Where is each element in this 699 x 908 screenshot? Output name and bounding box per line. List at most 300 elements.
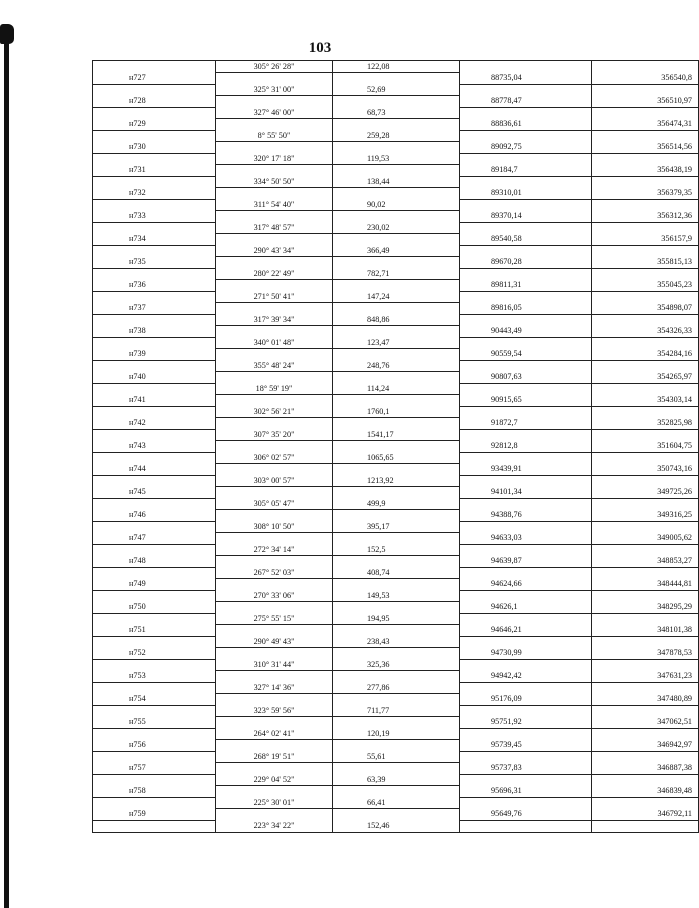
angle-cell: 307° 35' 20": [216, 429, 333, 441]
x-coordinate-cell: [460, 222, 592, 234]
x-coordinate-cell: 92812,8: [460, 441, 592, 453]
point-name-cell: н755: [93, 717, 216, 729]
y-coordinate-cell: 348853,27: [592, 556, 699, 568]
y-coordinate-cell: 356510,97: [592, 96, 699, 108]
y-coordinate-cell: [592, 268, 699, 280]
point-row: [93, 395, 699, 407]
point-row: [93, 602, 699, 614]
angle-cell: [216, 188, 333, 200]
point-row: [93, 142, 699, 154]
x-coordinate-cell: 90559,54: [460, 349, 592, 361]
point-row: [93, 326, 699, 338]
y-coordinate-cell: [592, 199, 699, 211]
distance-cell: 68,73: [333, 107, 460, 119]
distance-cell: 277,86: [333, 682, 460, 694]
point-name-cell: [93, 429, 216, 441]
point-name-cell: [93, 222, 216, 234]
distance-cell: [333, 119, 460, 131]
y-coordinate-cell: 347631,23: [592, 671, 699, 683]
point-name-cell: [93, 291, 216, 303]
y-coordinate-cell: [592, 314, 699, 326]
segment-row: [93, 797, 699, 809]
angle-cell: [216, 625, 333, 637]
point-row: [93, 648, 699, 660]
distance-cell: 123,47: [333, 337, 460, 349]
segment-row: [93, 406, 699, 418]
segment-row: [93, 429, 699, 441]
segment-row: [93, 728, 699, 740]
distance-cell: [333, 395, 460, 407]
point-name-cell: [93, 682, 216, 694]
point-row: [93, 786, 699, 798]
x-coordinate-cell: 95649,76: [460, 809, 592, 821]
y-coordinate-cell: [592, 383, 699, 395]
y-coordinate-cell: 346942,97: [592, 740, 699, 752]
angle-cell: 275° 55' 15": [216, 613, 333, 625]
distance-cell: [333, 326, 460, 338]
y-coordinate-cell: [592, 337, 699, 349]
y-coordinate-cell: 351604,75: [592, 441, 699, 453]
distance-cell: [333, 441, 460, 453]
angle-cell: [216, 809, 333, 821]
x-coordinate-cell: 94624,66: [460, 579, 592, 591]
angle-cell: [216, 234, 333, 246]
point-name-cell: [93, 406, 216, 418]
x-coordinate-cell: [460, 84, 592, 96]
x-coordinate-cell: 89370,14: [460, 211, 592, 223]
angle-cell: [216, 96, 333, 108]
distance-cell: [333, 579, 460, 591]
segment-row: [93, 314, 699, 326]
distance-cell: [333, 602, 460, 614]
point-name-cell: н727: [93, 73, 216, 85]
x-coordinate-cell: 90443,49: [460, 326, 592, 338]
segment-row: [93, 130, 699, 142]
x-coordinate-cell: 94646,21: [460, 625, 592, 637]
y-coordinate-cell: 352825,98: [592, 418, 699, 430]
x-coordinate-cell: [460, 268, 592, 280]
distance-cell: 66,41: [333, 797, 460, 809]
segment-row: [93, 659, 699, 671]
x-coordinate-cell: [460, 153, 592, 165]
coordinates-table: [92, 60, 699, 833]
distance-cell: [333, 211, 460, 223]
distance-cell: [333, 510, 460, 522]
distance-cell: 152,46: [333, 820, 460, 832]
distance-cell: 499,9: [333, 498, 460, 510]
distance-cell: 114,24: [333, 383, 460, 395]
point-row: [93, 763, 699, 775]
y-coordinate-cell: [592, 406, 699, 418]
point-name-cell: [93, 452, 216, 464]
segment-row: [93, 567, 699, 579]
angle-cell: 327° 14' 36": [216, 682, 333, 694]
x-coordinate-cell: [460, 475, 592, 487]
angle-cell: 270° 33' 06": [216, 590, 333, 602]
angle-cell: 223° 34' 22": [216, 820, 333, 832]
segment-row: [93, 383, 699, 395]
y-coordinate-cell: [592, 153, 699, 165]
segment-row: [93, 61, 699, 73]
x-coordinate-cell: 94626,1: [460, 602, 592, 614]
point-name-cell: н743: [93, 441, 216, 453]
x-coordinate-cell: [460, 337, 592, 349]
angle-cell: [216, 165, 333, 177]
point-row: [93, 349, 699, 361]
y-coordinate-cell: 354326,33: [592, 326, 699, 338]
point-row: [93, 257, 699, 269]
x-coordinate-cell: [460, 498, 592, 510]
y-coordinate-cell: [592, 61, 699, 73]
point-row: [93, 234, 699, 246]
x-coordinate-cell: 90915,65: [460, 395, 592, 407]
distance-cell: [333, 188, 460, 200]
segment-row: [93, 268, 699, 280]
y-coordinate-cell: [592, 222, 699, 234]
distance-cell: 259,28: [333, 130, 460, 142]
x-coordinate-cell: 88836,61: [460, 119, 592, 131]
distance-cell: [333, 809, 460, 821]
angle-cell: 302° 56' 21": [216, 406, 333, 418]
distance-cell: 1541,17: [333, 429, 460, 441]
distance-cell: 149,53: [333, 590, 460, 602]
x-coordinate-cell: 95176,09: [460, 694, 592, 706]
x-coordinate-cell: [460, 360, 592, 372]
point-row: [93, 418, 699, 430]
y-coordinate-cell: [592, 360, 699, 372]
distance-cell: 782,71: [333, 268, 460, 280]
point-name-cell: [93, 475, 216, 487]
x-coordinate-cell: [460, 383, 592, 395]
point-name-cell: [93, 176, 216, 188]
x-coordinate-cell: [460, 590, 592, 602]
distance-cell: [333, 349, 460, 361]
distance-cell: [333, 717, 460, 729]
angle-cell: [216, 280, 333, 292]
point-row: [93, 809, 699, 821]
distance-cell: 1213,92: [333, 475, 460, 487]
point-name-cell: н742: [93, 418, 216, 430]
angle-cell: 311° 54' 40": [216, 199, 333, 211]
page-number: 103: [308, 40, 332, 56]
angle-cell: 340° 01' 48": [216, 337, 333, 349]
point-name-cell: н759: [93, 809, 216, 821]
point-name-cell: [93, 613, 216, 625]
angle-cell: 271° 50' 41": [216, 291, 333, 303]
angle-cell: [216, 142, 333, 154]
x-coordinate-cell: 95739,45: [460, 740, 592, 752]
x-coordinate-cell: [460, 176, 592, 188]
y-coordinate-cell: [592, 521, 699, 533]
segment-row: [93, 705, 699, 717]
angle-cell: 327° 46' 00": [216, 107, 333, 119]
x-coordinate-cell: 89184,7: [460, 165, 592, 177]
x-coordinate-cell: 88778,47: [460, 96, 592, 108]
y-coordinate-cell: [592, 107, 699, 119]
segment-row: [93, 751, 699, 763]
y-coordinate-cell: 348101,38: [592, 625, 699, 637]
point-name-cell: [93, 61, 216, 73]
segment-row: [93, 360, 699, 372]
distance-cell: 248,76: [333, 360, 460, 372]
point-name-cell: н756: [93, 740, 216, 752]
y-coordinate-cell: [592, 820, 699, 832]
y-coordinate-cell: [592, 590, 699, 602]
point-name-cell: [93, 199, 216, 211]
segment-row: [93, 820, 699, 832]
x-coordinate-cell: [460, 613, 592, 625]
point-name-cell: [93, 521, 216, 533]
distance-cell: 366,49: [333, 245, 460, 257]
point-name-cell: н741: [93, 395, 216, 407]
point-name-cell: н732: [93, 188, 216, 200]
angle-cell: 229° 04' 52": [216, 774, 333, 786]
point-name-cell: [93, 107, 216, 119]
angle-cell: [216, 395, 333, 407]
point-row: [93, 487, 699, 499]
point-name-cell: н746: [93, 510, 216, 522]
y-coordinate-cell: 348295,29: [592, 602, 699, 614]
point-name-cell: н737: [93, 303, 216, 315]
angle-cell: [216, 257, 333, 269]
x-coordinate-cell: [460, 728, 592, 740]
angle-cell: [216, 73, 333, 85]
point-name-cell: н736: [93, 280, 216, 292]
segment-row: [93, 107, 699, 119]
x-coordinate-cell: 93439,91: [460, 464, 592, 476]
point-name-cell: н728: [93, 96, 216, 108]
x-coordinate-cell: 95696,31: [460, 786, 592, 798]
point-name-cell: [93, 360, 216, 372]
point-name-cell: н747: [93, 533, 216, 545]
distance-cell: 63,39: [333, 774, 460, 786]
point-name-cell: [93, 797, 216, 809]
y-coordinate-cell: [592, 613, 699, 625]
angle-cell: [216, 487, 333, 499]
point-name-cell: н748: [93, 556, 216, 568]
angle-cell: [216, 671, 333, 683]
y-coordinate-cell: [592, 291, 699, 303]
point-name-cell: [93, 567, 216, 579]
y-coordinate-cell: [592, 176, 699, 188]
y-coordinate-cell: [592, 728, 699, 740]
x-coordinate-cell: 90807,63: [460, 372, 592, 384]
distance-cell: 152,5: [333, 544, 460, 556]
angle-cell: [216, 211, 333, 223]
y-coordinate-cell: 354265,97: [592, 372, 699, 384]
distance-cell: [333, 487, 460, 499]
distance-cell: 90,02: [333, 199, 460, 211]
segment-row: [93, 613, 699, 625]
point-name-cell: [93, 153, 216, 165]
distance-cell: [333, 372, 460, 384]
distance-cell: 120,19: [333, 728, 460, 740]
scan-edge-shadow: [4, 28, 9, 908]
angle-cell: 8° 55' 50": [216, 130, 333, 142]
x-coordinate-cell: [460, 291, 592, 303]
x-coordinate-cell: [460, 797, 592, 809]
y-coordinate-cell: [592, 797, 699, 809]
y-coordinate-cell: 349005,62: [592, 533, 699, 545]
y-coordinate-cell: [592, 544, 699, 556]
point-name-cell: [93, 544, 216, 556]
x-coordinate-cell: 95737,83: [460, 763, 592, 775]
distance-cell: 395,17: [333, 521, 460, 533]
point-row: [93, 119, 699, 131]
point-name-cell: н758: [93, 786, 216, 798]
point-name-cell: н751: [93, 625, 216, 637]
angle-cell: [216, 418, 333, 430]
angle-cell: [216, 763, 333, 775]
point-name-cell: [93, 245, 216, 257]
angle-cell: [216, 694, 333, 706]
angle-cell: [216, 326, 333, 338]
x-coordinate-cell: [460, 406, 592, 418]
segment-row: [93, 222, 699, 234]
x-coordinate-cell: [460, 452, 592, 464]
point-name-cell: [93, 314, 216, 326]
distance-cell: [333, 763, 460, 775]
y-coordinate-cell: 347480,89: [592, 694, 699, 706]
angle-cell: [216, 119, 333, 131]
angle-cell: 290° 43' 34": [216, 245, 333, 257]
point-row: [93, 694, 699, 706]
point-name-cell: н734: [93, 234, 216, 246]
y-coordinate-cell: 346839,48: [592, 786, 699, 798]
y-coordinate-cell: [592, 751, 699, 763]
distance-cell: [333, 96, 460, 108]
x-coordinate-cell: [460, 682, 592, 694]
x-coordinate-cell: [460, 199, 592, 211]
point-name-cell: н733: [93, 211, 216, 223]
y-coordinate-cell: 354898,07: [592, 303, 699, 315]
x-coordinate-cell: [460, 705, 592, 717]
point-row: [93, 372, 699, 384]
point-name-cell: н740: [93, 372, 216, 384]
x-coordinate-cell: [460, 107, 592, 119]
distance-cell: 408,74: [333, 567, 460, 579]
angle-cell: 272° 34' 14": [216, 544, 333, 556]
y-coordinate-cell: 348444,81: [592, 579, 699, 591]
angle-cell: 310° 31' 44": [216, 659, 333, 671]
distance-cell: [333, 234, 460, 246]
segment-row: [93, 475, 699, 487]
distance-cell: [333, 556, 460, 568]
y-coordinate-cell: 354303,14: [592, 395, 699, 407]
x-coordinate-cell: [460, 130, 592, 142]
y-coordinate-cell: [592, 567, 699, 579]
angle-cell: 268° 19' 51": [216, 751, 333, 763]
distance-cell: [333, 694, 460, 706]
angle-cell: 317° 39' 34": [216, 314, 333, 326]
point-name-cell: н752: [93, 648, 216, 660]
y-coordinate-cell: 356312,36: [592, 211, 699, 223]
x-coordinate-cell: 89811,31: [460, 280, 592, 292]
point-name-cell: н735: [93, 257, 216, 269]
y-coordinate-cell: 356379,35: [592, 188, 699, 200]
segment-row: [93, 452, 699, 464]
point-name-cell: [93, 130, 216, 142]
x-coordinate-cell: 95751,92: [460, 717, 592, 729]
segment-row: [93, 774, 699, 786]
distance-cell: [333, 73, 460, 85]
distance-cell: 138,44: [333, 176, 460, 188]
y-coordinate-cell: 356157,9: [592, 234, 699, 246]
point-name-cell: [93, 636, 216, 648]
point-row: [93, 717, 699, 729]
x-coordinate-cell: [460, 544, 592, 556]
distance-cell: [333, 533, 460, 545]
y-coordinate-cell: 355045,23: [592, 280, 699, 292]
point-row: [93, 188, 699, 200]
point-name-cell: н739: [93, 349, 216, 361]
segment-row: [93, 153, 699, 165]
point-name-cell: н745: [93, 487, 216, 499]
x-coordinate-cell: 89092,75: [460, 142, 592, 154]
distance-cell: [333, 165, 460, 177]
segment-row: [93, 291, 699, 303]
distance-cell: 230,02: [333, 222, 460, 234]
point-name-cell: [93, 590, 216, 602]
angle-cell: 267° 52' 03": [216, 567, 333, 579]
y-coordinate-cell: 356540,8: [592, 73, 699, 85]
point-row: [93, 625, 699, 637]
angle-cell: 280° 22' 49": [216, 268, 333, 280]
x-coordinate-cell: 91872,7: [460, 418, 592, 430]
segment-row: [93, 636, 699, 648]
angle-cell: [216, 579, 333, 591]
angle-cell: 305° 05' 47": [216, 498, 333, 510]
angle-cell: [216, 372, 333, 384]
angle-cell: 290° 49' 43": [216, 636, 333, 648]
segment-row: [93, 84, 699, 96]
x-coordinate-cell: 94639,87: [460, 556, 592, 568]
point-row: [93, 671, 699, 683]
distance-cell: [333, 740, 460, 752]
y-coordinate-cell: [592, 498, 699, 510]
point-name-cell: [93, 84, 216, 96]
angle-cell: 264° 02' 41": [216, 728, 333, 740]
y-coordinate-cell: 355815,13: [592, 257, 699, 269]
angle-cell: 18° 59' 19": [216, 383, 333, 395]
angle-cell: [216, 602, 333, 614]
x-coordinate-cell: 94942,42: [460, 671, 592, 683]
y-coordinate-cell: 356514,56: [592, 142, 699, 154]
angle-cell: [216, 786, 333, 798]
angle-cell: [216, 717, 333, 729]
y-coordinate-cell: [592, 682, 699, 694]
point-row: [93, 73, 699, 85]
angle-cell: 305° 26' 28": [216, 61, 333, 73]
x-coordinate-cell: 89670,28: [460, 257, 592, 269]
point-name-cell: н754: [93, 694, 216, 706]
y-coordinate-cell: 350743,16: [592, 464, 699, 476]
x-coordinate-cell: [460, 521, 592, 533]
y-coordinate-cell: 346887,38: [592, 763, 699, 775]
distance-cell: [333, 142, 460, 154]
distance-cell: 238,43: [333, 636, 460, 648]
segment-row: [93, 337, 699, 349]
distance-cell: [333, 671, 460, 683]
point-name-cell: н738: [93, 326, 216, 338]
angle-cell: [216, 556, 333, 568]
x-coordinate-cell: [460, 61, 592, 73]
point-name-cell: [93, 659, 216, 671]
point-row: [93, 96, 699, 108]
point-name-cell: н729: [93, 119, 216, 131]
point-name-cell: [93, 774, 216, 786]
x-coordinate-cell: [460, 820, 592, 832]
